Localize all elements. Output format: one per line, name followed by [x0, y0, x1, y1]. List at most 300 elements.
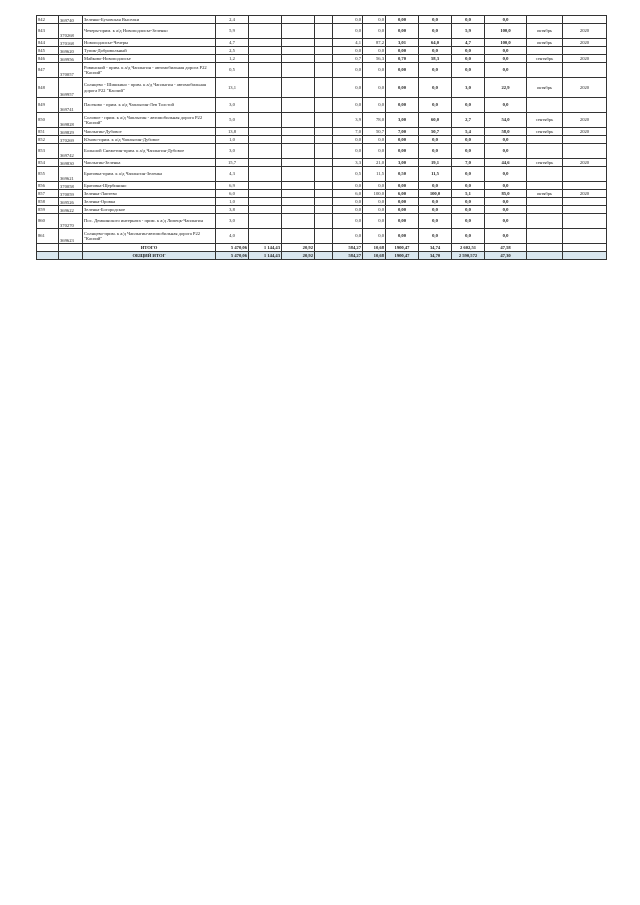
road-code: 369956 [59, 55, 83, 63]
road-length: 13,1 [216, 78, 249, 98]
road-code: 370269 [59, 136, 83, 144]
road-name: Новоподлисье-Чечеры [83, 39, 216, 47]
cell-month [527, 182, 563, 190]
cell-year [563, 182, 607, 190]
cell-c7: 0,0 [333, 47, 363, 55]
cell-c11: 0,0 [452, 55, 485, 63]
cell-c8: 87,2 [363, 39, 386, 47]
cell-c8: 0,0 [363, 24, 386, 39]
cell-c5 [282, 182, 315, 190]
row-number: 852 [37, 136, 59, 144]
cell-c6 [315, 16, 333, 24]
cell-c12: 100,0 [485, 39, 527, 47]
cell-year [563, 229, 607, 244]
cell-month: сентябрь [527, 113, 563, 128]
itogo-c13 [527, 244, 563, 252]
cell-c11: 0,0 [452, 167, 485, 182]
row-number: 842 [37, 16, 59, 24]
table-row [37, 136, 607, 144]
cell-c8: 56,3 [363, 55, 386, 63]
cell-c9: 0,00 [386, 136, 419, 144]
cell-c9: 0,00 [386, 182, 419, 190]
cell-c9: 7,00 [386, 128, 419, 136]
cell-c11: 0,0 [452, 206, 485, 214]
cell-c5 [282, 113, 315, 128]
cell-c12: 0,0 [485, 144, 527, 159]
cell-c9: 0,50 [386, 167, 419, 182]
row-number: 845 [37, 47, 59, 55]
cell-c8: 0,0 [363, 136, 386, 144]
table-row [37, 182, 607, 190]
obshiy-itog-row [37, 252, 607, 260]
cell-c7: 0,0 [333, 16, 363, 24]
road-length: 1,0 [216, 198, 249, 206]
cell-month [527, 198, 563, 206]
itogo-cell [37, 244, 59, 252]
cell-c9: 0,00 [386, 229, 419, 244]
cell-c7: 4,1 [333, 39, 363, 47]
road-length: 5,9 [216, 24, 249, 39]
cell-c7: 0,0 [333, 198, 363, 206]
cell-c12: 0,0 [485, 167, 527, 182]
cell-c4 [249, 39, 282, 47]
road-code: 369828 [59, 113, 83, 128]
road-code: 369620 [59, 47, 83, 55]
itogo-c10: 34,74 [419, 244, 452, 252]
itogo-length: 5 470,06 [216, 244, 249, 252]
cell-c7: 0,5 [333, 167, 363, 182]
itogo-c12: 47,58 [485, 244, 527, 252]
cell-c11: 0,0 [452, 136, 485, 144]
road-length: 3,0 [216, 144, 249, 159]
road-name: Чечеры-прим. к а/д Новоподлисье-Зеленко [83, 24, 216, 39]
cell-year: 2020 [563, 55, 607, 63]
obshiy-c14 [563, 252, 607, 260]
cell-c11: 3,0 [452, 78, 485, 98]
road-name: Майково-Новоподлисье [83, 55, 216, 63]
cell-c10: 100,0 [419, 190, 452, 198]
cell-c8: 78,0 [363, 113, 386, 128]
itogo-row [37, 244, 607, 252]
cell-c9: 3,00 [386, 113, 419, 128]
cell-year: 2020 [563, 128, 607, 136]
cell-c9: 0,00 [386, 16, 419, 24]
cell-c12: 0,0 [485, 198, 527, 206]
table-row [37, 128, 607, 136]
obshiy-length: 5 470,06 [216, 252, 249, 260]
itogo-c5: 20,92 [282, 244, 315, 252]
cell-month: октябрь [527, 190, 563, 198]
cell-c8: 100,0 [363, 190, 386, 198]
cell-c12: 0,0 [485, 206, 527, 214]
cell-c6 [315, 229, 333, 244]
cell-c6 [315, 167, 333, 182]
road-name: Большой Снежетин-прим. к а/д Чаплыгин-Дубовое [83, 144, 216, 159]
road-name: Зеленко-Буховская Выселки [83, 16, 216, 24]
cell-year: 2020 [563, 190, 607, 198]
road-length: 2,4 [216, 16, 249, 24]
obshiy-c5: 20,92 [282, 252, 315, 260]
cell-c10: 50,7 [419, 128, 452, 136]
cell-c10: 11,5 [419, 167, 452, 182]
row-number: 860 [37, 214, 59, 229]
cell-c7: 0,0 [333, 182, 363, 190]
cell-c9: 0,00 [386, 98, 419, 113]
table-row [37, 63, 607, 78]
cell-c5 [282, 198, 315, 206]
cell-c6 [315, 98, 333, 113]
road-code: 369829 [59, 128, 83, 136]
cell-c7: 3,9 [333, 113, 363, 128]
cell-month [527, 214, 563, 229]
cell-c12: 0,0 [485, 214, 527, 229]
obshiy-c10: 34,70 [419, 252, 452, 260]
cell-c4 [249, 63, 282, 78]
road-name: Пос. Демкинского интерната - прим. к а/д Липецк-Чаплыгин [83, 214, 216, 229]
cell-month: сентябрь [527, 55, 563, 63]
table-row [37, 113, 607, 128]
cell-c4 [249, 198, 282, 206]
cell-c11: 4,7 [452, 39, 485, 47]
cell-c12: 85,0 [485, 190, 527, 198]
road-name: Братовка-Щербинино [83, 182, 216, 190]
cell-month [527, 16, 563, 24]
cell-c5 [282, 144, 315, 159]
road-code: 370270 [59, 214, 83, 229]
cell-month: октябрь [527, 39, 563, 47]
cell-c10: 0,0 [419, 198, 452, 206]
row-number: 854 [37, 159, 59, 167]
cell-month [527, 167, 563, 182]
cell-c4 [249, 55, 282, 63]
road-code: 370058 [59, 182, 83, 190]
table-row [37, 16, 607, 24]
row-number: 843 [37, 24, 59, 39]
cell-c5 [282, 229, 315, 244]
road-name: Ровинский - прим. к а/д Чаплыгин - автомобильная дорога Р22 "Каспий" [83, 63, 216, 78]
cell-c6 [315, 78, 333, 98]
road-length: 0,5 [216, 63, 249, 78]
cell-c5 [282, 63, 315, 78]
cell-year [563, 198, 607, 206]
road-name: Братовка-прим. к а/д Чаплыгин-Зеленка [83, 167, 216, 182]
row-number: 849 [37, 98, 59, 113]
cell-c7: 0,0 [333, 63, 363, 78]
row-number: 857 [37, 190, 59, 198]
road-code: 369957 [59, 78, 83, 98]
table-row [37, 55, 607, 63]
cell-c9: 0,00 [386, 144, 419, 159]
road-code: 369740 [59, 16, 83, 24]
road-name: Тупик-Добровольный [83, 47, 216, 55]
row-number: 847 [37, 63, 59, 78]
roads-table [36, 15, 607, 260]
cell-c12: 0,0 [485, 63, 527, 78]
cell-c9: 0,00 [386, 206, 419, 214]
row-number: 853 [37, 144, 59, 159]
cell-c6 [315, 63, 333, 78]
cell-c6 [315, 144, 333, 159]
cell-c4 [249, 190, 282, 198]
cell-c9: 3,01 [386, 39, 419, 47]
cell-year: 2020 [563, 39, 607, 47]
cell-c10: 0,0 [419, 16, 452, 24]
cell-year [563, 167, 607, 182]
itogo-cell [59, 244, 83, 252]
road-code: 369622 [59, 206, 83, 214]
cell-c6 [315, 182, 333, 190]
cell-year [563, 63, 607, 78]
road-code: 370268 [59, 24, 83, 39]
cell-c11: 0,0 [452, 214, 485, 229]
cell-c7: 0,0 [333, 24, 363, 39]
cell-c6 [315, 55, 333, 63]
cell-year [563, 16, 607, 24]
cell-c8: 11,5 [363, 167, 386, 182]
cell-c6 [315, 159, 333, 167]
cell-c12: 0,0 [485, 47, 527, 55]
cell-c4 [249, 159, 282, 167]
road-length: 5,0 [216, 113, 249, 128]
report-sheet [36, 15, 606, 260]
road-code: 369742 [59, 144, 83, 159]
cell-c5 [282, 190, 315, 198]
road-length: 3,0 [216, 214, 249, 229]
cell-c8: 21,0 [363, 159, 386, 167]
row-number: 856 [37, 182, 59, 190]
table-row [37, 47, 607, 55]
road-code: 369830 [59, 159, 83, 167]
cell-c10: 0,0 [419, 182, 452, 190]
row-number: 859 [37, 206, 59, 214]
cell-c5 [282, 136, 315, 144]
obshiy-c4: 1 144,43 [249, 252, 282, 260]
cell-year [563, 144, 607, 159]
obshiy-c6 [315, 252, 333, 260]
cell-c6 [315, 47, 333, 55]
cell-c12: 44,6 [485, 159, 527, 167]
cell-month [527, 47, 563, 55]
table-row [37, 206, 607, 214]
road-length: 1,0 [216, 136, 249, 144]
table-row [37, 98, 607, 113]
road-code: 369526 [59, 198, 83, 206]
cell-c4 [249, 136, 282, 144]
cell-c10: 0,0 [419, 47, 452, 55]
cell-month [527, 206, 563, 214]
cell-c10: 0,0 [419, 214, 452, 229]
cell-month [527, 63, 563, 78]
cell-c9: 0,00 [386, 214, 419, 229]
cell-c11: 0,0 [452, 144, 485, 159]
cell-c10: 0,0 [419, 229, 452, 244]
cell-month: сентябрь [527, 159, 563, 167]
cell-c7: 0,0 [333, 206, 363, 214]
cell-year: 2020 [563, 113, 607, 128]
cell-c9: 0,00 [386, 63, 419, 78]
obshiy-label: ОБЩИЙ ИТОГ [83, 252, 216, 260]
obshiy-c12: 47,30 [485, 252, 527, 260]
row-number: 848 [37, 78, 59, 98]
road-code: 369623 [59, 229, 83, 244]
cell-c4 [249, 113, 282, 128]
table-row [37, 144, 607, 159]
cell-c11: 7,0 [452, 159, 485, 167]
road-length: 15,7 [216, 159, 249, 167]
cell-c4 [249, 167, 282, 182]
cell-c4 [249, 78, 282, 98]
cell-c11: 0,0 [452, 182, 485, 190]
road-length: 6,9 [216, 182, 249, 190]
cell-c10: 58,3 [419, 55, 452, 63]
row-number: 855 [37, 167, 59, 182]
cell-year [563, 136, 607, 144]
itogo-c11: 2 602,51 [452, 244, 485, 252]
cell-c7: 0,0 [333, 229, 363, 244]
cell-c5 [282, 167, 315, 182]
cell-c4 [249, 144, 282, 159]
table-row [37, 159, 607, 167]
cell-month: октябрь [527, 24, 563, 39]
table-row [37, 78, 607, 98]
cell-year [563, 98, 607, 113]
cell-c8: 0,0 [363, 229, 386, 244]
cell-c7: 0,0 [333, 78, 363, 98]
road-code: 369621 [59, 167, 83, 182]
cell-c8: 0,0 [363, 47, 386, 55]
cell-c6 [315, 128, 333, 136]
cell-c8: 0,0 [363, 98, 386, 113]
road-name: Зеленка-Богородское [83, 206, 216, 214]
cell-c9: 0,00 [386, 198, 419, 206]
road-name: Чаплыгин-Зеленка [83, 159, 216, 167]
cell-c4 [249, 47, 282, 55]
itogo-c4: 1 144,43 [249, 244, 282, 252]
cell-c12: 0,0 [485, 182, 527, 190]
road-length: 4,7 [216, 39, 249, 47]
cell-month: октябрь [527, 78, 563, 98]
itogo-c7: 584,27 [333, 244, 363, 252]
cell-c4 [249, 24, 282, 39]
cell-year: 2020 [563, 159, 607, 167]
road-name: Зеленка-Оровка [83, 198, 216, 206]
cell-c10: 60,0 [419, 113, 452, 128]
road-code: 370168 [59, 39, 83, 47]
row-number: 858 [37, 198, 59, 206]
itogo-c6 [315, 244, 333, 252]
itogo-label: ИТОГО [83, 244, 216, 252]
cell-c10: 19,1 [419, 159, 452, 167]
cell-c6 [315, 113, 333, 128]
cell-c9: 0,70 [386, 55, 419, 63]
cell-c11: 5,4 [452, 128, 485, 136]
cell-c5 [282, 78, 315, 98]
cell-c5 [282, 98, 315, 113]
itogo-c14 [563, 244, 607, 252]
obshiy-c7: 584,27 [333, 252, 363, 260]
cell-month [527, 98, 563, 113]
cell-c10: 0,0 [419, 63, 452, 78]
obshiy-c11: 2 590,572 [452, 252, 485, 260]
cell-c7: 7,0 [333, 128, 363, 136]
table-row [37, 24, 607, 39]
cell-c12: 0,0 [485, 98, 527, 113]
cell-c12: 0,0 [485, 136, 527, 144]
road-length: 4,3 [216, 167, 249, 182]
cell-c6 [315, 24, 333, 39]
cell-c5 [282, 47, 315, 55]
cell-c7: 0,0 [333, 98, 363, 113]
road-length: 13,8 [216, 128, 249, 136]
cell-c8: 0,0 [363, 78, 386, 98]
obshiy-c8: 10,68 [363, 252, 386, 260]
cell-c12: 0,0 [485, 55, 527, 63]
cell-c9: 0,00 [386, 24, 419, 39]
cell-c11: 0,0 [452, 98, 485, 113]
cell-c6 [315, 206, 333, 214]
road-length: 2,5 [216, 47, 249, 55]
road-name: Чаплыгин-Дубовое [83, 128, 216, 136]
cell-c8: 50,7 [363, 128, 386, 136]
cell-c4 [249, 206, 282, 214]
cell-c4 [249, 229, 282, 244]
cell-c11: 5,1 [452, 190, 485, 198]
road-name: Зеленка-Лаптево [83, 190, 216, 198]
road-name: Соловое - прим. к а/д Чаплыгин - автомобильная дорога Р22 "Каспий" [83, 113, 216, 128]
itogo-c9: 1900,47 [386, 244, 419, 252]
road-name: Пасеково - прим. к а/д Чаплыгин-Лев Толстой [83, 98, 216, 113]
cell-month: сентябрь [527, 128, 563, 136]
cell-c10: 64,0 [419, 39, 452, 47]
cell-c11: 2,7 [452, 113, 485, 128]
cell-c11: 0,0 [452, 63, 485, 78]
cell-month [527, 136, 563, 144]
cell-c11: 5,9 [452, 24, 485, 39]
cell-c8: 0,0 [363, 214, 386, 229]
cell-c11: 0,0 [452, 229, 485, 244]
obshiy-c13 [527, 252, 563, 260]
cell-year [563, 214, 607, 229]
cell-year: 2020 [563, 78, 607, 98]
cell-c9: 3,00 [386, 159, 419, 167]
road-length: 4,0 [216, 229, 249, 244]
cell-month [527, 144, 563, 159]
cell-c6 [315, 39, 333, 47]
table-row [37, 167, 607, 182]
cell-c4 [249, 214, 282, 229]
obshiy-cell [37, 252, 59, 260]
road-code: 369741 [59, 98, 83, 113]
cell-c5 [282, 24, 315, 39]
row-number: 846 [37, 55, 59, 63]
cell-c7: 6,0 [333, 190, 363, 198]
row-number: 861 [37, 229, 59, 244]
cell-c7: 0,0 [333, 144, 363, 159]
cell-c8: 0,0 [363, 144, 386, 159]
cell-c10: 0,0 [419, 24, 452, 39]
cell-c9: 0,00 [386, 78, 419, 98]
cell-c10: 0,0 [419, 136, 452, 144]
cell-c5 [282, 16, 315, 24]
table-body [37, 16, 607, 244]
cell-c12: 100,0 [485, 24, 527, 39]
cell-c10: 0,0 [419, 78, 452, 98]
cell-year [563, 47, 607, 55]
cell-c5 [282, 55, 315, 63]
cell-c10: 0,0 [419, 206, 452, 214]
obshiy-c9: 1900,47 [386, 252, 419, 260]
cell-c9: 0,00 [386, 47, 419, 55]
